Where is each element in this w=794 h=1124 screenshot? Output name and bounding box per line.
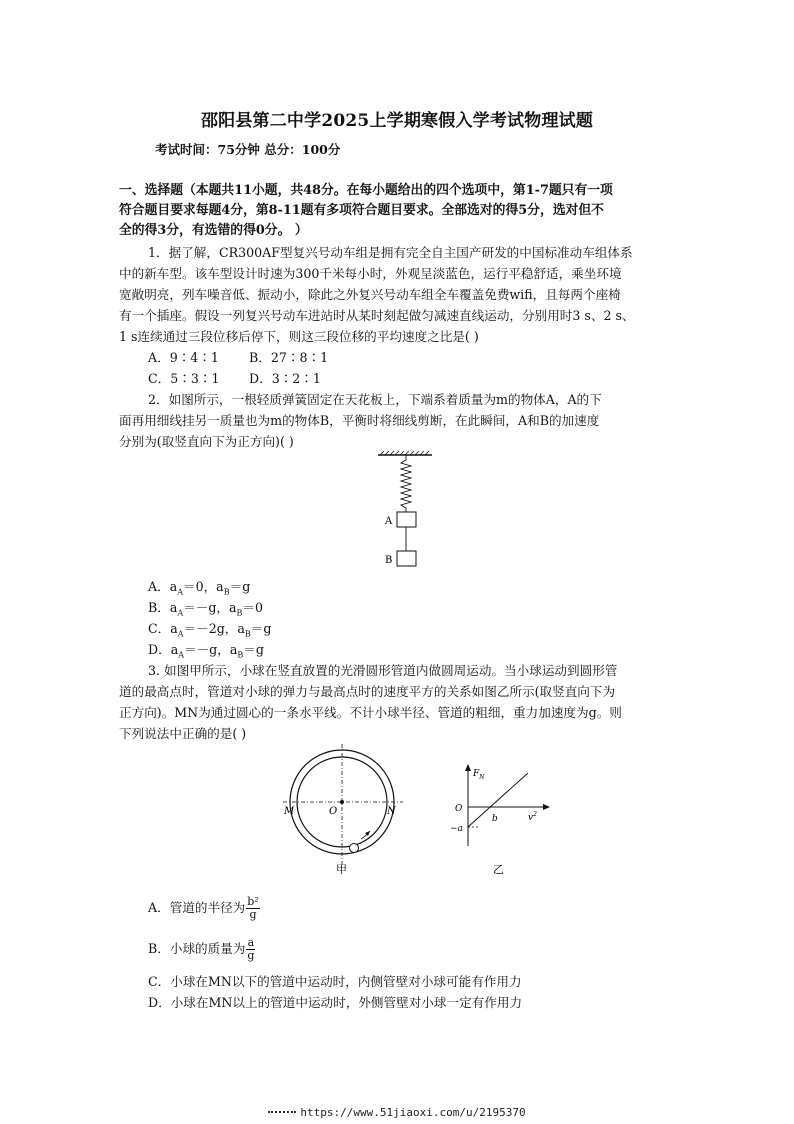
fraction: $\frac{a}{g}$ (247, 936, 255, 962)
question-text-line: 1 s连续通过三段位移后停下，则这三段位移的平均速度之比是( ) (119, 329, 479, 344)
block-a-label: A (385, 516, 393, 527)
question-text-line: 道的最高点时，管道对小球的弹力与最高点时的速度平方的关系如图乙所示(取竖直向下为 (119, 684, 616, 699)
label-b: b (492, 814, 498, 824)
label-fn: $F_N$ (473, 769, 485, 781)
fraction: $\frac{\text{b²}}{g}$ (247, 895, 259, 921)
label-m: M (284, 806, 295, 817)
question-text-line: 有一个插座。假设一列复兴号动车进站时从某时刻起做匀减速直线运动，分别用时3 s、2 s、 (119, 308, 635, 323)
ball (350, 844, 359, 853)
page-title: 邵阳县第二中学2025上学期寒假入学考试物理试题 (200, 111, 594, 131)
question-text-line: 下列说法中正确的是( ) (119, 726, 247, 741)
spring-blocks-figure (370, 450, 440, 574)
caption-yi: 乙 (493, 863, 504, 876)
y-axis-arrow (465, 764, 471, 771)
label-o: O (329, 806, 338, 817)
exam-info: 考试时间：75分钟 总分：100分 (155, 142, 341, 157)
section-line: 符合题目要求每题4分，第8-11题有多项符合题目要求。全部选对的得5分，选对但不 (119, 203, 604, 218)
option-b: B．$a_A=-g$，$a_B=0$ (148, 600, 263, 618)
label-v2: $v^2$ (528, 811, 537, 823)
footer-url: https://www.51jiaoxi.com/u/2195370 (300, 1106, 526, 1119)
option-d: D．小球在MN以上的管道中运动时，外侧管壁对小球一定有作用力 (148, 995, 523, 1010)
question-text-line: 3. 如图甲所示，小球在竖直放置的光滑圆形管道内做圆周运动。当小球运动到圆形管 (148, 663, 618, 678)
spring (401, 455, 411, 512)
block-b-label: B (385, 555, 393, 566)
circular-tube-figure (275, 742, 415, 878)
option-a: A．9∶4∶1 (148, 350, 219, 365)
option-d: D．$a_A=-g$，$a_B=g$ (148, 642, 264, 660)
option-a: A．管道的半径为 $\frac{\text{b²}}{g}$ (148, 895, 259, 921)
label-n: N (387, 806, 396, 817)
option-c: C．小球在MN以下的管道中运动时，内侧管壁对小球可能有作用力 (148, 974, 522, 989)
question-text-line: 中的新车型。该车型设计时速为300千米每小时，外观呈淡蓝色，运行平稳舒适，乘坐环境 (119, 266, 622, 281)
question-text-line: 分别为(取竖直向下为正方向)( ) (119, 434, 294, 449)
label-neg-a: −a (450, 824, 463, 834)
question-text-line: 面再用细线挂另一质量也为m的物体B，平衡时将细线剪断，在此瞬间，A和B的加速度 (119, 413, 600, 428)
caption-jia: 甲 (336, 863, 347, 876)
force-velocity-graph (446, 760, 556, 880)
option-d: D．3∶2∶1 (249, 371, 321, 386)
option-c: C．5∶3∶1 (148, 371, 220, 386)
option-c: C．$a_A=-2g$，$a_B=g$ (148, 621, 272, 639)
section-line: 一、选择题（本题共11小题，共48分。在每小题给出的四个选项中，第1-7题只有一项 (119, 183, 613, 198)
x-axis-arrow (543, 804, 550, 810)
block-b (397, 551, 416, 566)
option-b: B．27∶8∶1 (249, 350, 329, 365)
option-a: A．$a_A=0$，$a_B=g$ (148, 579, 251, 597)
label-origin: O (455, 804, 463, 814)
section-line: 全的得3分，有选错的得0分。 ） (119, 223, 308, 238)
block-a (397, 512, 416, 527)
option-b: B．小球的质量为 $\frac{a}{g}$ (148, 936, 255, 962)
center-point (340, 800, 344, 804)
question-text-line: 1．据了解，CR300AF型复兴号动车组是拥有完全自主国产研发的中国标准动车组体系 (148, 245, 633, 260)
question-text-line: 正方向)。MN为通过圆心的一条水平线。不计小球半径、管道的粗细，重力加速度为g。则 (119, 705, 622, 720)
question-text-line: 2．如图所示，一根轻质弹簧固定在天花板上，下端系着质量为m的物体A，A的下 (148, 392, 602, 407)
question-text-line: 宽敞明亮，列车噪音低、振动小，除此之外复兴号动车组全车覆盖免费wifi，且每两个座椅 (119, 287, 621, 302)
footer-mark (268, 1111, 296, 1116)
footer-watermark (0, 1106, 794, 1119)
graph-line (468, 773, 528, 827)
